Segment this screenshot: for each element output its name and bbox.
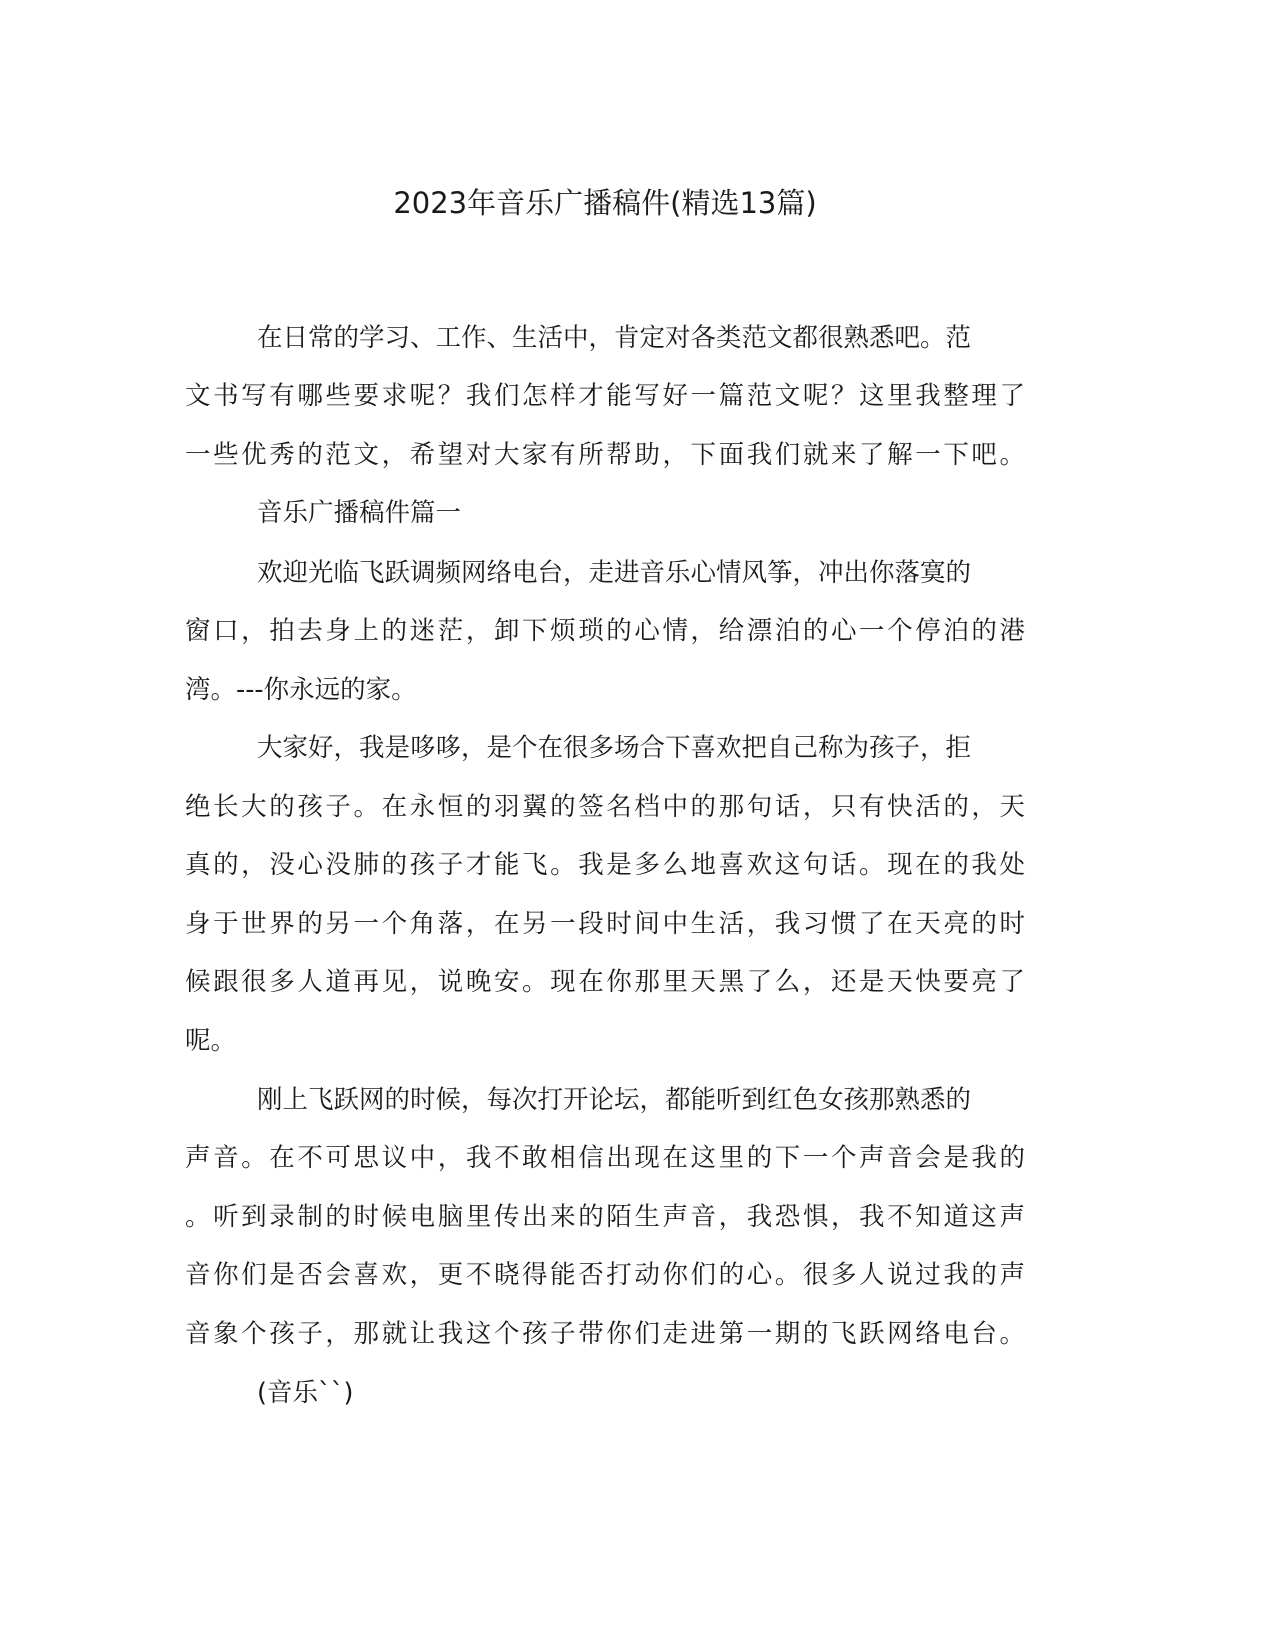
text-line: 呢。	[185, 1026, 237, 1056]
document-title: 2023年音乐广播稿件(精选13篇)	[393, 186, 817, 220]
text-line: 声音。在不可思议中，我不敢相信出现在这里的下一个声音会是我的	[185, 1143, 1025, 1173]
text-line: 窗口，拍去身上的迷茫，卸下烦琐的心情，给漂泊的心一个停泊的港	[185, 616, 1025, 646]
text-line: 音你们是否会喜欢，更不晓得能否打动你们的心。很多人说过我的声	[185, 1260, 1025, 1290]
text-line: 音象个孩子，那就让我这个孩子带你们走进第一期的飞跃网络电台。	[185, 1319, 1025, 1349]
text-line: 身于世界的另一个角落，在另一段时间中生活，我习惯了在天亮的时	[185, 909, 1025, 939]
text-line: (音乐``)	[257, 1378, 354, 1408]
text-line: 候跟很多人道再见，说晚安。现在你那里天黑了么，还是天快要亮了	[185, 967, 1025, 997]
text-line: 真的，没心没肺的孩子才能飞。我是多么地喜欢这句话。现在的我处	[185, 850, 1025, 880]
section-heading: 音乐广播稿件篇一	[257, 498, 462, 528]
text-line: 文书写有哪些要求呢？我们怎样才能写好一篇范文呢？这里我整理了	[185, 381, 1025, 411]
text-line: 欢迎光临飞跃调频网络电台，走进音乐心情风筝，冲出你落寞的	[257, 558, 972, 588]
text-line: 绝长大的孩子。在永恒的羽翼的签名档中的那句话，只有快活的，天	[185, 792, 1025, 822]
text-line: 大家好，我是哆哆，是个在很多场合下喜欢把自己称为孩子，拒	[257, 733, 972, 763]
text-line: 一些优秀的范文，希望对大家有所帮助，下面我们就来了解一下吧。	[185, 440, 1025, 470]
text-line: 湾。---你永远的家。	[185, 675, 417, 705]
text-line: 。听到录制的时候电脑里传出来的陌生声音，我恐惧，我不知道这声	[185, 1202, 1025, 1232]
text-line: 刚上飞跃网的时候，每次打开论坛，都能听到红色女孩那熟悉的	[257, 1085, 972, 1115]
text-line: 在日常的学习、工作、生活中，肯定对各类范文都很熟悉吧。范	[257, 323, 972, 353]
